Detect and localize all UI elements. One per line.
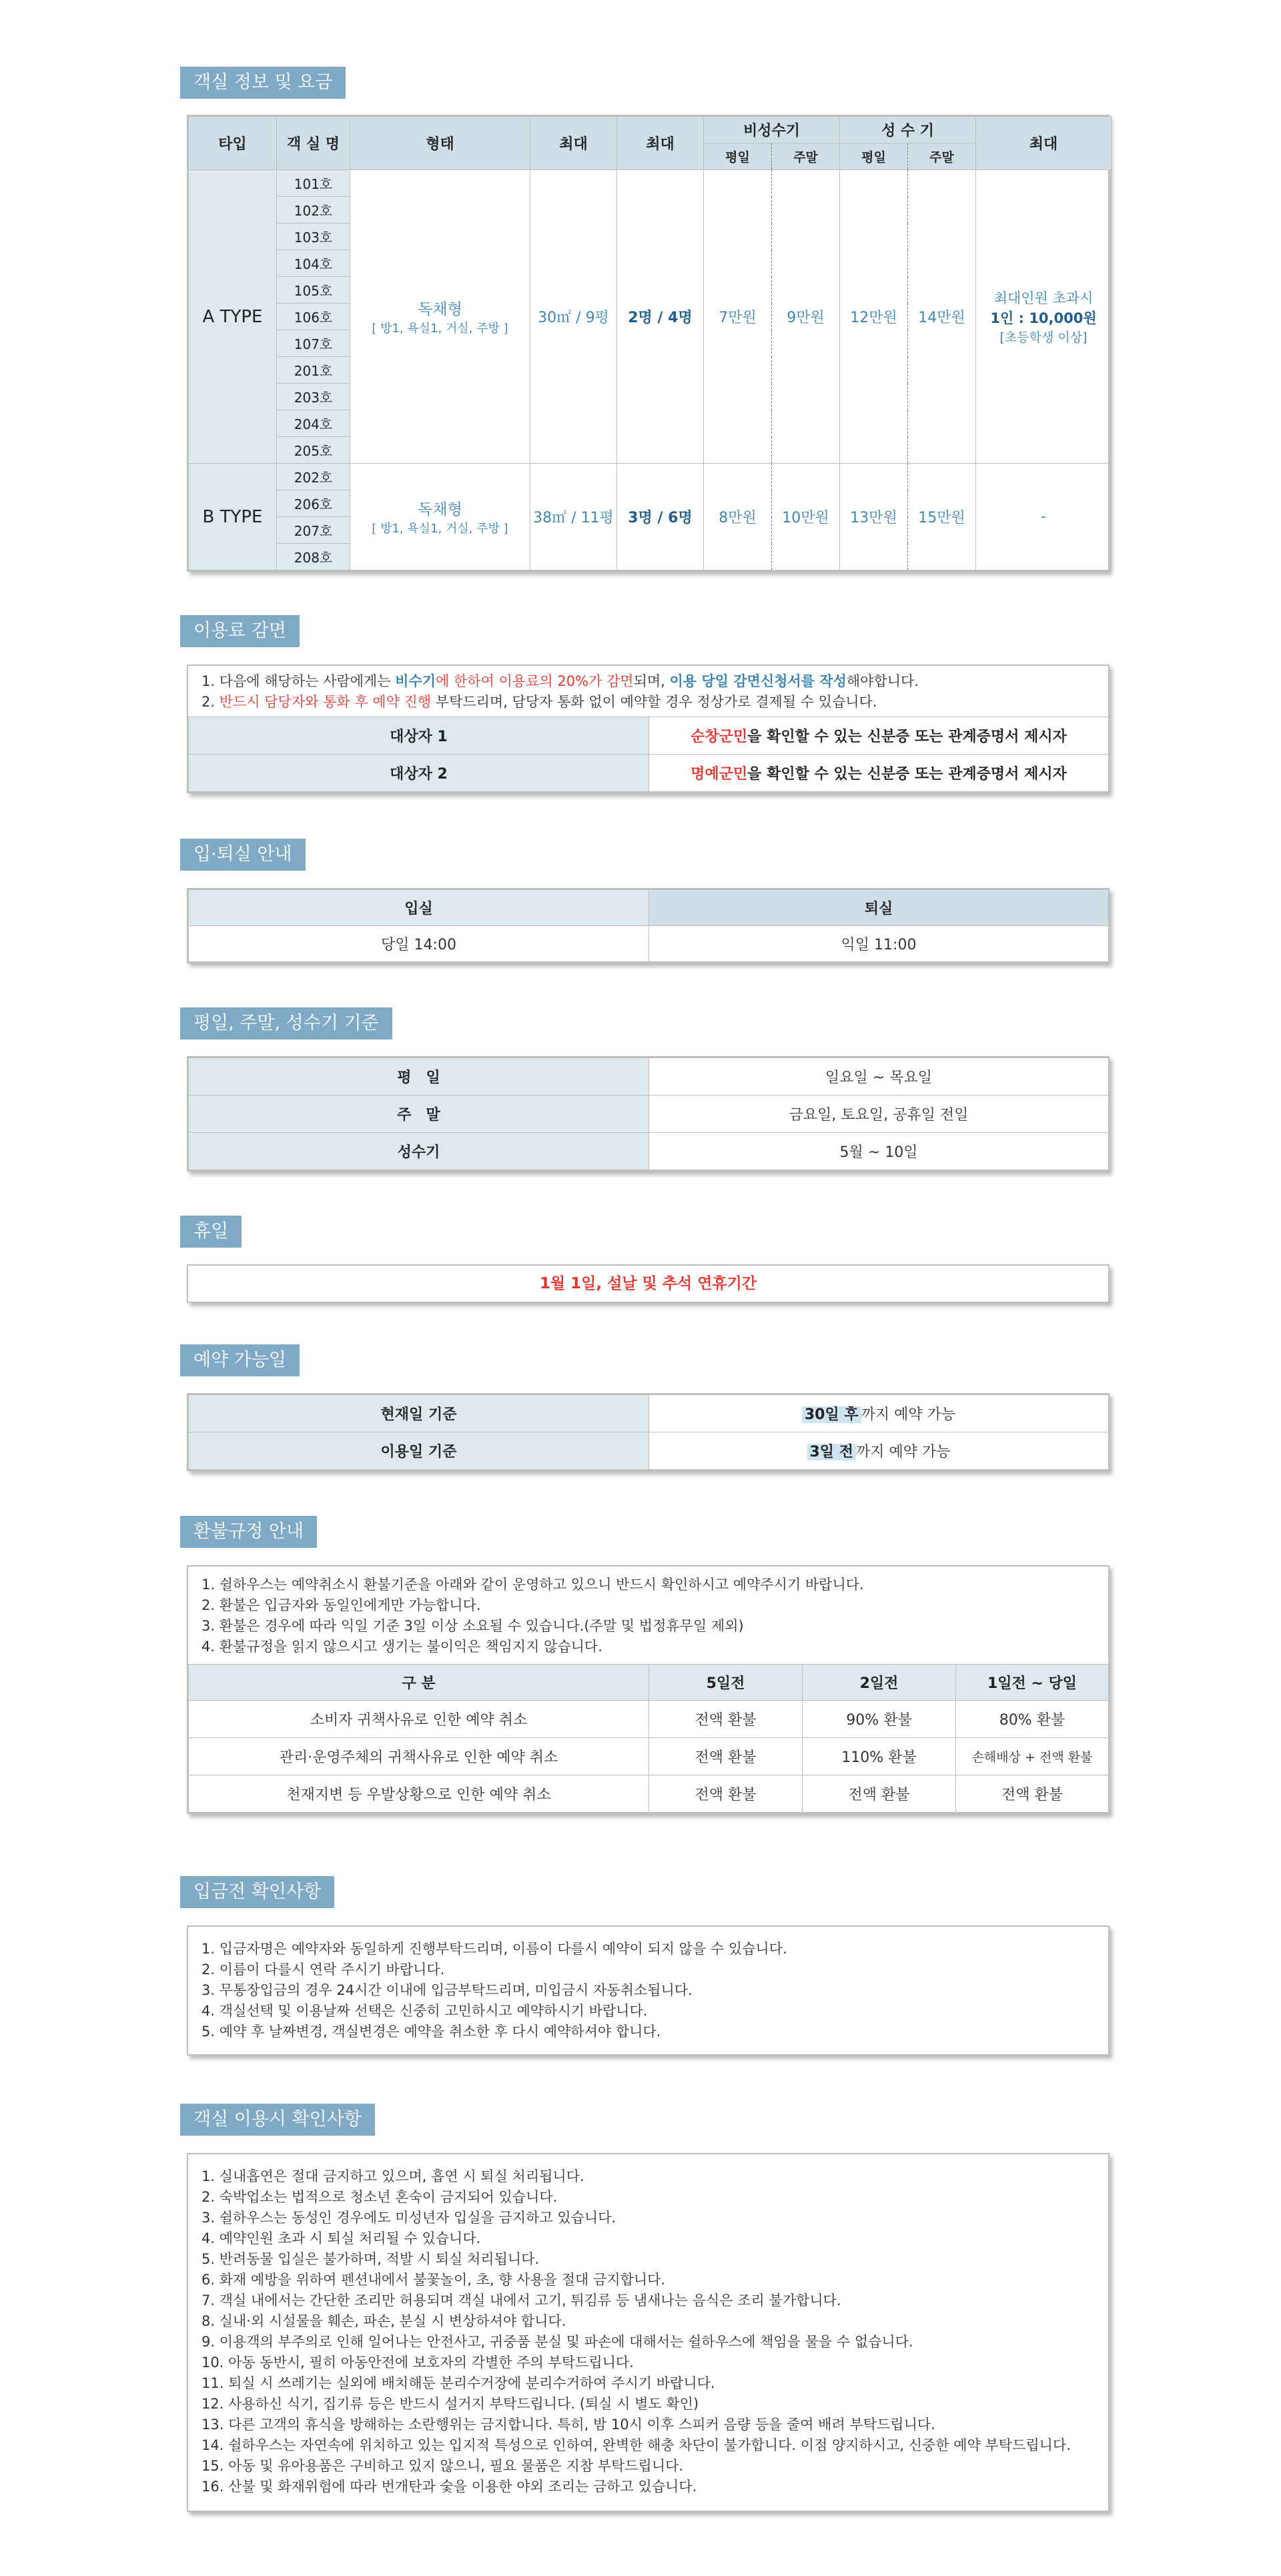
usage-date-basis-label: 이용일 기준 (189, 1432, 649, 1470)
room-cell: 104호 (277, 250, 350, 277)
weekday-label: 평 일 (189, 1058, 649, 1096)
refund-cell: 관리·운영주체의 귀책사유로 인한 예약 취소 (189, 1738, 649, 1775)
refund-col-2days: 2일전 (803, 1665, 956, 1701)
text-3-days: 3일 전 (807, 1444, 856, 1460)
usage-note: 5. 반려동물 입실은 불가하며, 적발 시 퇴실 처리됩니다. (201, 2251, 540, 2267)
usage-note: 7. 객실 내에서는 간단한 조리만 허용되며 객실 내에서 고기, 튀김류 등 냄새나는 음식은 조리 불가합니다. (201, 2292, 841, 2308)
col-off-weekday: 평일 (704, 143, 772, 170)
type-a-area: 30㎡ / 9평 (530, 170, 617, 464)
reservation-window-box (187, 1393, 1110, 1471)
usage-note: 9. 이용객의 부주의로 인해 일어나는 안전사고, 귀중품 분실 및 파손에 대해서는 쉴하우스에 책임을 물을 수 없습니다. (201, 2334, 913, 2350)
text-discount: 에 한하여 이용료의 20%가 감면 (436, 673, 634, 689)
type-b-peak-weekend: 15만원 (908, 464, 976, 570)
usage-note: 8. 실내·외 시설물을 훼손, 파손, 분실 시 변상하셔야 합니다. (201, 2313, 566, 2329)
type-a-label: A TYPE (189, 170, 277, 464)
section-title-refund-policy: 환불규정 안내 (180, 1516, 317, 1548)
room-cell: 107호 (277, 330, 350, 357)
peak-season-label: 성수기 (189, 1133, 649, 1170)
col-max-people: 최대 (617, 117, 704, 170)
usage-note: 3. 쉴하우스는 동성인 경우에도 미성년자 입실을 금지하고 있습니다. (201, 2210, 616, 2226)
type-b-off-weekday: 8만원 (704, 464, 772, 570)
text: 해야합니다. (846, 673, 919, 689)
room-cell: 202호 (277, 464, 350, 490)
col-max-area: 최대 (530, 117, 617, 170)
type-b-extra-note: - (976, 464, 1112, 570)
weekend-value: 금요일, 토요일, 공휴일 전일 (649, 1096, 1109, 1133)
fee-reduction-table (188, 717, 1109, 792)
type-b-form-sub: [ 방1, 욕실1, 거실, 주방 ] (372, 522, 508, 536)
col-off-weekend: 주말 (772, 143, 840, 170)
usage-note: 4. 예약인원 초과 시 퇴실 처리될 수 있습니다. (201, 2230, 481, 2246)
refund-cell: 소비자 귀책사유로 인한 예약 취소 (189, 1701, 649, 1738)
usage-note: 6. 화재 예방을 위하여 펜션내에서 불꽃놀이, 초, 향 사용을 절대 금지합니다. (201, 2272, 666, 2288)
target-1-label: 대상자 1 (189, 717, 649, 755)
check-out-time: 익일 11:00 (649, 926, 1109, 962)
room-rate-table (188, 116, 1112, 570)
type-b-form (350, 464, 530, 570)
col-form: 형태 (350, 117, 530, 170)
section-title-room-info: 객실 정보 및 요금 (180, 67, 346, 99)
usage-note: 11. 퇴실 시 쓰레기는 실외에 배치해둔 분리수거장에 분리수거하여 주시기 바랍니다. (201, 2375, 715, 2391)
check-in-time: 당일 14:00 (189, 926, 649, 962)
col-peak-weekend: 주말 (908, 143, 976, 170)
room-rate-table-box (187, 115, 1110, 572)
season-criteria-table (188, 1057, 1109, 1170)
refund-table (188, 1664, 1109, 1813)
target-2-desc (649, 755, 1109, 792)
holidays-text: 1월 1일, 설날 및 추석 연휴기간 (539, 1275, 757, 1292)
refund-col-1day: 1일전 ~ 당일 (956, 1665, 1109, 1701)
deposit-note: 4. 객실선택 및 이용날짜 선택은 신중히 고민하시고 예약하시기 바랍니다. (201, 2003, 648, 2019)
type-b-area: 38㎡ / 11평 (530, 464, 617, 570)
deposit-note: 1. 입금자명은 예약자와 동일하게 진행부탁드리며, 이름이 다를시 예약이 되지 않을 수 있습니다. (201, 1941, 787, 1957)
type-a-peak-weekend: 14만원 (908, 170, 976, 464)
room-usage-box (187, 2153, 1110, 2512)
text-application: 이용 당일 감면신청서를 작성 (669, 673, 847, 689)
type-b-capacity: 3명 / 6명 (617, 464, 704, 570)
text-honorary: 명예군민 (691, 766, 748, 783)
fee-reduction-box (187, 665, 1110, 793)
holidays-box (187, 1264, 1110, 1303)
refund-note: 4. 환불규정을 읽지 않으시고 생기는 불이익은 책임지지 않습니다. (201, 1639, 602, 1655)
extra-note-line2: 1인 : 10,000원 (990, 310, 1097, 326)
usage-note: 1. 실내흡연은 절대 금지하고 있으며, 흡연 시 퇴실 처리됩니다. (201, 2168, 584, 2184)
deposit-note: 3. 무통장입금의 경우 24시간 이내에 입금부탁드리며, 미입금시 자동취소됩니다. (201, 1982, 693, 1998)
type-a-capacity: 2명 / 4명 (617, 170, 704, 464)
type-a-form-name: 독채형 (418, 301, 462, 318)
text: 부탁드리며, 담당자 통화 없이 예약할 경우 정상가로 결제될 수 있습니다. (431, 694, 877, 710)
refund-cell: 전액 환불 (649, 1775, 803, 1813)
room-cell: 204호 (277, 410, 350, 437)
table-row (189, 1701, 1109, 1738)
type-a-extra-note (976, 170, 1112, 464)
refund-notes (188, 1567, 1108, 1664)
refund-cell: 천재지변 등 우발상황으로 인한 예약 취소 (189, 1775, 649, 1813)
extra-note-line1: 최대인원 초과시 (993, 290, 1094, 306)
fee-reduction-line-1 (201, 671, 1095, 692)
check-in-out-box (187, 888, 1110, 963)
section-title-season-criteria: 평일, 주말, 성수기 기준 (180, 1007, 392, 1039)
before-deposit-box (187, 1925, 1110, 2056)
refund-col-category: 구 분 (189, 1665, 649, 1701)
peak-season-value: 5월 ~ 10일 (649, 1133, 1109, 1170)
room-cell: 208호 (277, 544, 350, 570)
type-a-form-sub: [ 방1, 욕실1, 거실, 주방 ] (372, 322, 508, 336)
usage-note: 16. 산불 및 화재위험에 따라 번개탄과 숯을 이용한 야외 조리는 금하고 있습니다. (201, 2479, 697, 2495)
refund-cell: 110% 환불 (803, 1738, 956, 1775)
type-a-form (350, 170, 530, 464)
text: 을 확인할 수 있는 신분증 또는 관계증명서 제시자 (747, 729, 1067, 745)
text: 을 확인할 수 있는 신분증 또는 관계증명서 제시자 (747, 766, 1067, 783)
text-off-season: 비수기 (395, 673, 436, 689)
check-in-header: 입실 (189, 890, 649, 926)
text-call-first: 반드시 담당자와 통화 후 예약 진행 (219, 694, 432, 710)
room-cell: 102호 (277, 197, 350, 224)
weekend-label: 주 말 (189, 1096, 649, 1133)
room-cell: 205호 (277, 437, 350, 464)
section-title-check-in-out: 입·퇴실 안내 (180, 839, 306, 871)
check-in-out-table (188, 889, 1109, 962)
col-max-extra: 최대 (976, 117, 1112, 170)
text: 2. (201, 694, 220, 710)
deposit-note: 2. 이름이 다를시 연락 주시기 바랍니다. (201, 1962, 445, 1978)
refund-cell: 90% 환불 (803, 1701, 956, 1738)
type-b-off-weekend: 10만원 (772, 464, 840, 570)
usage-note: 15. 아동 및 유아용품은 구비하고 있지 않으니, 필요 물품은 지참 부탁드립니다. (201, 2458, 684, 2474)
text: 까지 예약 가능 (855, 1444, 951, 1460)
col-type: 타입 (189, 117, 277, 170)
refund-cell: 손해배상 + 전액 환불 (956, 1738, 1109, 1775)
table-row (189, 1775, 1109, 1813)
section-title-before-deposit: 입금전 확인사항 (180, 1876, 334, 1908)
reservation-window-table (188, 1394, 1109, 1470)
col-peak-season: 성 수 기 (840, 117, 976, 143)
refund-cell: 전액 환불 (649, 1701, 803, 1738)
table-row (189, 1738, 1109, 1775)
room-cell: 106호 (277, 304, 350, 330)
col-peak-weekday: 평일 (840, 143, 908, 170)
refund-note: 3. 환불은 경우에 따라 익일 기준 3일 이상 소요될 수 있습니다.(주말 및 법정휴무일 제외) (201, 1618, 744, 1634)
type-a-off-weekday: 7만원 (704, 170, 772, 464)
usage-date-basis-value (649, 1432, 1109, 1470)
text: 되며, (633, 673, 670, 689)
current-date-basis-value (649, 1395, 1109, 1432)
season-criteria-box (187, 1056, 1110, 1172)
refund-cell: 전액 환불 (803, 1775, 956, 1813)
text-residents: 순창군민 (691, 729, 748, 745)
type-a-off-weekend: 9만원 (772, 170, 840, 464)
refund-cell: 80% 환불 (956, 1701, 1109, 1738)
refund-policy-box (187, 1565, 1110, 1814)
usage-note: 10. 아동 동반시, 필히 아동안전에 보호자의 각별한 주의 부탁드립니다. (201, 2354, 634, 2371)
room-cell: 105호 (277, 277, 350, 304)
col-room: 객 실 명 (277, 117, 350, 170)
refund-note: 1. 쉴하우스는 예약취소시 환불기준을 아래와 같이 운영하고 있으니 반드시 확인하시고 예약주시기 바랍니다. (201, 1577, 864, 1593)
extra-note-line3: [초등학생 이상] (999, 330, 1088, 345)
weekday-value: 일요일 ~ 목요일 (649, 1058, 1109, 1096)
refund-cell: 전액 환불 (649, 1738, 803, 1775)
text-30-days: 30일 후 (802, 1406, 861, 1423)
target-2-label: 대상자 2 (189, 755, 649, 792)
usage-note: 12. 사용하신 식기, 집기류 등은 반드시 설거지 부탁드립니다. (퇴실 시 별도 확인) (201, 2396, 699, 2412)
room-cell: 207호 (277, 517, 350, 544)
room-usage-notes (188, 2154, 1108, 2511)
check-out-header: 퇴실 (649, 890, 1109, 926)
text: 1. 다음에 해당하는 사람에게는 (201, 673, 396, 689)
room-cell: 206호 (277, 490, 350, 517)
section-title-fee-reduction: 이용료 감면 (180, 615, 300, 647)
deposit-note: 5. 예약 후 날짜변경, 객실변경은 예약을 취소한 후 다시 예약하셔야 합니다. (201, 2024, 661, 2040)
fee-reduction-line-2 (201, 692, 1095, 713)
usage-note: 13. 다른 고객의 휴식을 방해하는 소란행위는 금지합니다. 특히, 밤 10시 이후 스피커 음량 등을 줄여 배려 부탁드립니다. (201, 2417, 935, 2433)
refund-col-5days: 5일전 (649, 1665, 803, 1701)
type-b-form-name: 독채형 (418, 501, 462, 518)
section-title-holidays: 휴일 (180, 1216, 242, 1248)
text: 까지 예약 가능 (861, 1406, 956, 1423)
type-b-peak-weekday: 13만원 (840, 464, 908, 570)
type-a-peak-weekday: 12만원 (840, 170, 908, 464)
usage-note: 2. 숙박업소는 법적으로 청소년 혼숙이 금지되어 있습니다. (201, 2189, 558, 2205)
room-cell: 203호 (277, 384, 350, 410)
room-cell: 101호 (277, 170, 350, 197)
current-date-basis-label: 현재일 기준 (189, 1395, 649, 1432)
refund-note: 2. 환불은 입금자와 동일인에게만 가능합니다. (201, 1597, 481, 1613)
before-deposit-notes (188, 1927, 1108, 2054)
refund-cell: 전액 환불 (956, 1775, 1109, 1813)
usage-note: 14. 쉴하우스는 자연속에 위치하고 있는 입지적 특성으로 인하여, 완벽한 해충 차단이 불가합니다. 이점 양지하시고, 신중한 예약 부탁드립니다. (201, 2437, 1071, 2453)
type-b-label: B TYPE (189, 464, 277, 570)
target-1-desc (649, 717, 1109, 755)
col-off-season: 비성수기 (704, 117, 840, 143)
room-cell: 201호 (277, 357, 350, 384)
section-title-room-usage: 객실 이용시 확인사항 (180, 2104, 375, 2136)
room-cell: 103호 (277, 224, 350, 250)
fee-reduction-notes (188, 666, 1108, 717)
section-title-reservation-window: 예약 가능일 (180, 1344, 300, 1376)
